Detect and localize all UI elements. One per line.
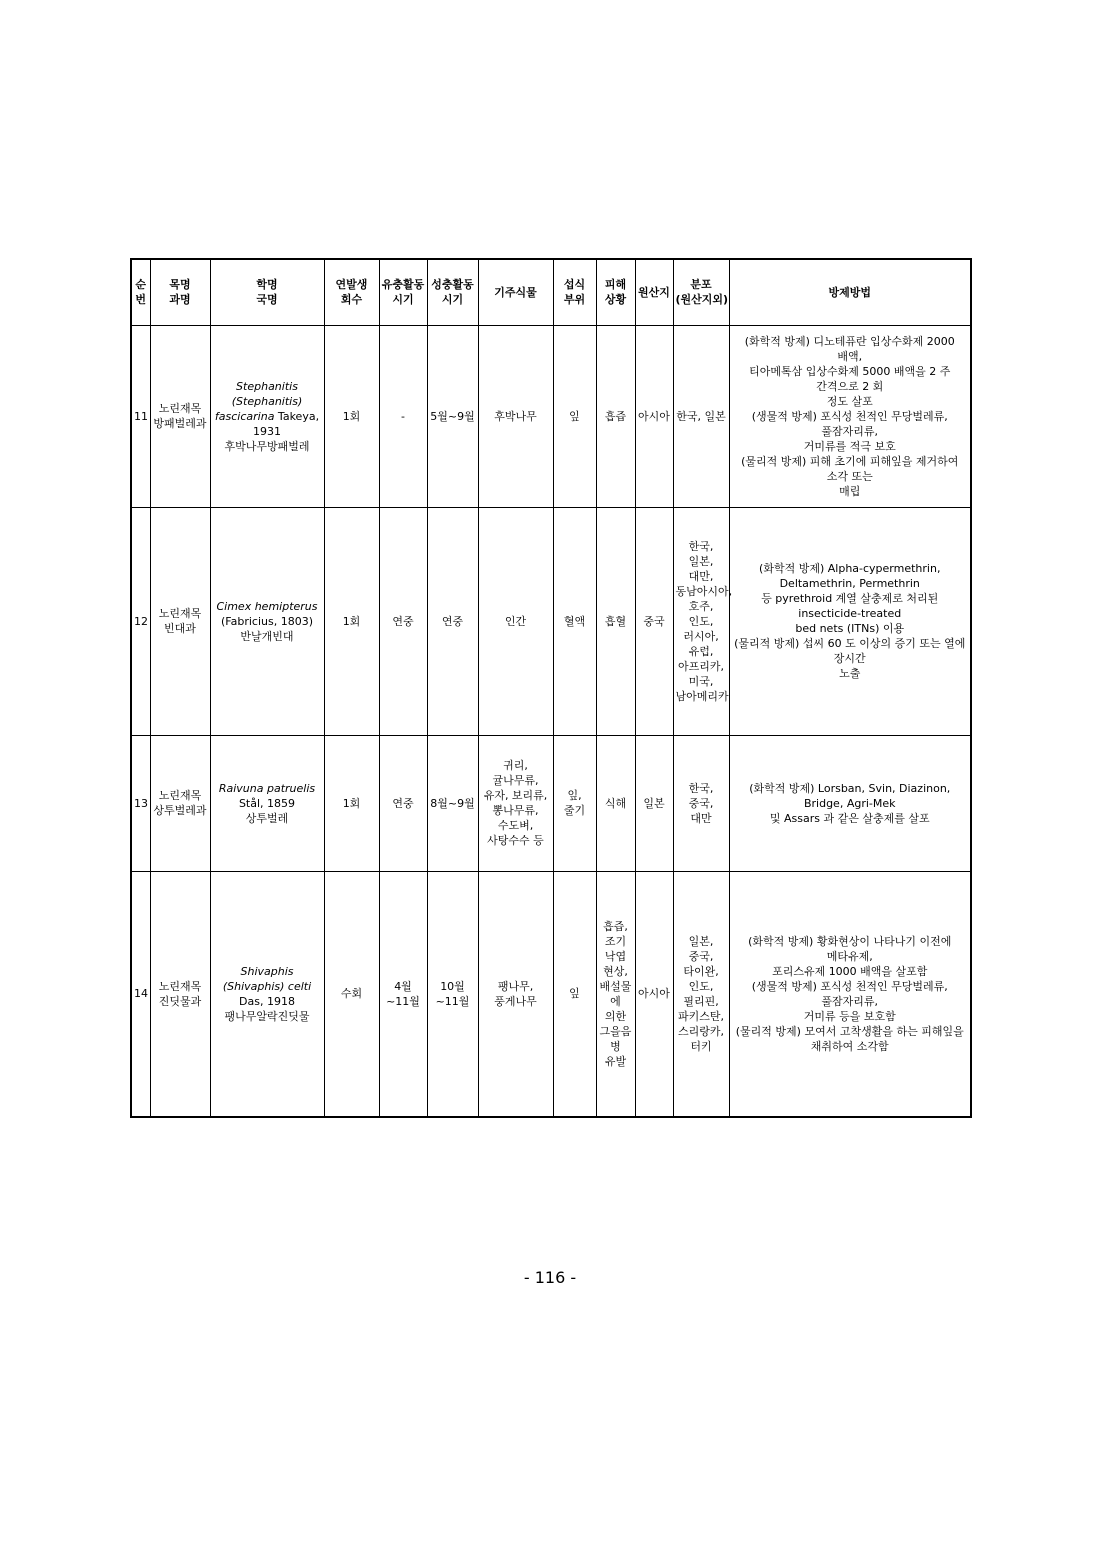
feeding-part: 혈액 — [553, 507, 596, 735]
header-origin: 원산지 — [635, 259, 673, 325]
host-plant: 후박나무 — [478, 325, 553, 507]
damage: 흡즙, 조기 낙엽 현상, 배설물 에 의한 그을음 병 유발 — [596, 871, 635, 1117]
larva-period: 연중 — [379, 507, 427, 735]
larva-period: 연중 — [379, 735, 427, 871]
origin: 일본 — [635, 735, 673, 871]
order-family: 노린재목 빈대과 — [150, 507, 210, 735]
control-method: (화학적 방제) 황화현상이 나타나기 이전에 메타유제, 포리스유제 1000 배액을 살포함 (생물적 방제) 포식성 천적인 무당벌레류, 풀잠자리류, 거미류 등을 보호함 (물리적 방제) 모여서 고착생활을 하는 피해잎을 채취하여 소각함 — [729, 871, 971, 1117]
table-row — [131, 871, 971, 1117]
control-method: (화학적 방제) 디노테퓨란 입상수화제 2000 배액, 티아메톡삼 입상수화제 5000 배액을 2 주 간격으로 2 회 정도 살포 (생물적 방제) 포식성 천적인 무당벌레류, 풀잠자리류, 거미류를 적극 보호 (물리적 방제) 피해 초기에 피해잎을 제거하여 소각 또는 매립 — [729, 325, 971, 507]
scientific-name: Cimex hemipterus (Fabricius, 1803) 반날개빈대 — [210, 507, 324, 735]
header-generations: 연발생 회수 — [324, 259, 379, 325]
generations: 수회 — [324, 871, 379, 1117]
damage: 흡혈 — [596, 507, 635, 735]
adult-period: 10월~11월 — [427, 871, 478, 1117]
scientific-name: Stephanitis (Stephanitis) fascicarina Takeya, 1931 후박나무방패벌레 — [210, 325, 324, 507]
damage: 식해 — [596, 735, 635, 871]
row-number: 14 — [131, 871, 150, 1117]
generations: 1회 — [324, 735, 379, 871]
header-control-method: 방제방법 — [729, 259, 971, 325]
host-plant: 귀리, 귤나무류, 유자, 보리류, 뽕나무류, 수도벼, 사탕수수 등 — [478, 735, 553, 871]
adult-period: 연중 — [427, 507, 478, 735]
origin: 아시아 — [635, 325, 673, 507]
header-adult-period: 성충활동 시기 — [427, 259, 478, 325]
header-damage: 피해 상황 — [596, 259, 635, 325]
header-host: 기주식물 — [478, 259, 553, 325]
page-number: - 116 - — [523, 1268, 577, 1287]
feeding-part: 잎 — [553, 325, 596, 507]
row-number: 13 — [131, 735, 150, 871]
header-distribution: 분포 (원산지외) — [673, 259, 729, 325]
control-method: (화학적 방제) Lorsban, Svin, Diazinon, Bridge, Agri-Mek 및 Assars 과 같은 살충제를 살포 — [729, 735, 971, 871]
header-larva-period: 유충활동 시기 — [379, 259, 427, 325]
order-family: 노린재목 방패벌레과 — [150, 325, 210, 507]
origin: 중국 — [635, 507, 673, 735]
header-row — [131, 259, 971, 325]
table-row — [131, 735, 971, 871]
host-plant: 팽나무, 풍게나무 — [478, 871, 553, 1117]
header-feeding-part: 섭식 부위 — [553, 259, 596, 325]
header-no: 순 번 — [131, 259, 150, 325]
row-number: 11 — [131, 325, 150, 507]
scientific-name: Shivaphis (Shivaphis) celti Das, 1918 팽나무알락진딧물 — [210, 871, 324, 1117]
table-row — [131, 507, 971, 735]
table-row — [131, 325, 971, 507]
generations: 1회 — [324, 325, 379, 507]
host-plant: 인간 — [478, 507, 553, 735]
header-names: 학명 국명 — [210, 259, 324, 325]
scientific-name: Raivuna patruelis Stål, 1859 상투벌레 — [210, 735, 324, 871]
header-order-family: 목명 과명 — [150, 259, 210, 325]
adult-period: 5월~9월 — [427, 325, 478, 507]
larva-period: - — [379, 325, 427, 507]
distribution: 한국, 일본 — [673, 325, 729, 507]
distribution: 한국, 일본, 대만, 동남아시아, 호주, 인도, 러시아, 유럽, 아프리카, 미국, 남아메리카 — [673, 507, 729, 735]
pest-table — [130, 258, 972, 1118]
distribution: 일본, 중국, 타이완, 인도, 필리핀, 파키스탄, 스리랑카, 터키 — [673, 871, 729, 1117]
generations: 1회 — [324, 507, 379, 735]
larva-period: 4월~11월 — [379, 871, 427, 1117]
order-family: 노린재목 상투벌레과 — [150, 735, 210, 871]
feeding-part: 잎, 줄기 — [553, 735, 596, 871]
origin: 아시아 — [635, 871, 673, 1117]
order-family: 노린재목 진딧물과 — [150, 871, 210, 1117]
distribution: 한국, 중국, 대만 — [673, 735, 729, 871]
feeding-part: 잎 — [553, 871, 596, 1117]
damage: 흡즙 — [596, 325, 635, 507]
row-number: 12 — [131, 507, 150, 735]
control-method: (화학적 방제) Alpha-cypermethrin, Deltamethrin, Permethrin 등 pyrethroid 계열 살충제로 처리된 insecticide-treated bed nets (ITNs) 이용 (물리적 방제) 섭씨 60 도 이상의 증기 또는 열에 장시간 노출 — [729, 507, 971, 735]
adult-period: 8월~9월 — [427, 735, 478, 871]
